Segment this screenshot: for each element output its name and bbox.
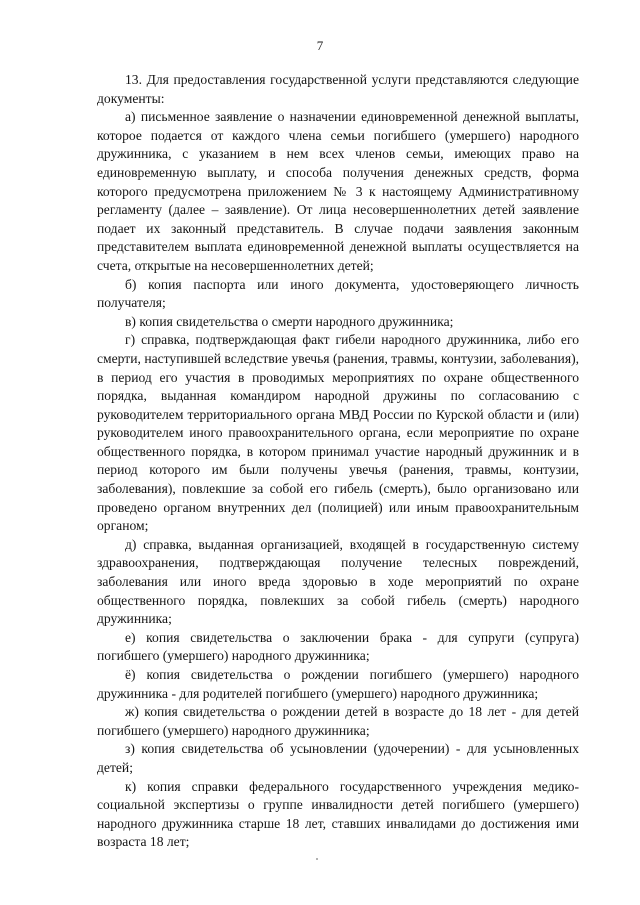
paragraph-item-zh: ж) копия свидетельства о рождении детей в возрасте до 18 лет - для детей погибшего (умершего) народного дружинника; <box>97 704 579 738</box>
paragraph-item-g: г) справка, подтверждающая факт гибели народного дружинника, либо его смерти, наступившей вследствие увечья (ранения, травмы, контузии, заболевания), в период его участия в проводимых мероприятиях по охране общественного порядка, выданная командиром народной дружины по согласованию с руководителем территориального органа МВД России по Курской области и (или) руководителем иного правоохранительного органа, если мероприятие по охране общественного порядка, в котором принимал участие народный дружинник и в период которого им были получены увечья (ранения, травмы, контузии, заболевания), повлекшие за собой его гибель (смерть), было организовано или проведено органом внутренних дел (полицией) или иным правоохранительным органом; <box>97 332 579 534</box>
paragraph-item-z: з) копия свидетельства об усыновлении (удочерении) - для усыновленных детей; <box>97 741 579 775</box>
document-body <box>97 71 579 852</box>
paragraph-item-d: д) справка, выданная организацией, входящей в государственную систему здравоохранения, подтверждающая получение телесных повреждений, заболевания или иного вреда здоровью в ходе мероприятий по охране общественного порядка, повлекших за собой гибель (смерть) народного дружинника; <box>97 536 579 627</box>
paragraph-item-e: е) копия свидетельства о заключении брака - для супруги (супруга) погибшего (умершего) народного дружинника; <box>97 629 579 664</box>
paragraph-13-intro: 13. Для предоставления государственной услуги представляются следующие документы: <box>97 72 579 106</box>
paragraph-item-v: в) копия свидетельства о смерти народного дружинника; <box>125 313 454 329</box>
scan-speck <box>316 858 318 860</box>
paragraph-item-a: а) письменное заявление о назначении единовременной денежной выплаты, которое подается от каждого члена семьи погибшего (умершего) народного дружинника, с указанием в нем всех членов семьи, имеющих право на единовременную выплату, и способа получения денежных средств, форма которого предусмотрена приложением № 3 к настоящему Административному регламенту (далее – заявление). От лица несовершеннолетних детей заявление подает их законный представитель. В случае подачи заявления законным представителем выплата единовременной денежной выплаты осуществляется на счета, открытые на несовершеннолетних детей; <box>97 109 579 273</box>
paragraph-item-yo: ё) копия свидетельства о рождении погибшего (умершего) народного дружинника - для родителей погибшего (умершего) народного дружинника; <box>97 667 579 701</box>
page-number: 7 <box>316 38 324 53</box>
paragraph-item-k: к) копия справки федерального государственного учреждения медико-социальной экспертизы о группе инвалидности детей погибшего (умершего) народного дружинника старше 18 лет, ставших инвалидами до достижения ими возраста 18 лет; <box>97 778 579 850</box>
paragraph-item-b: б) копия паспорта или иного документа, удостоверяющего личность получателя; <box>97 276 579 311</box>
